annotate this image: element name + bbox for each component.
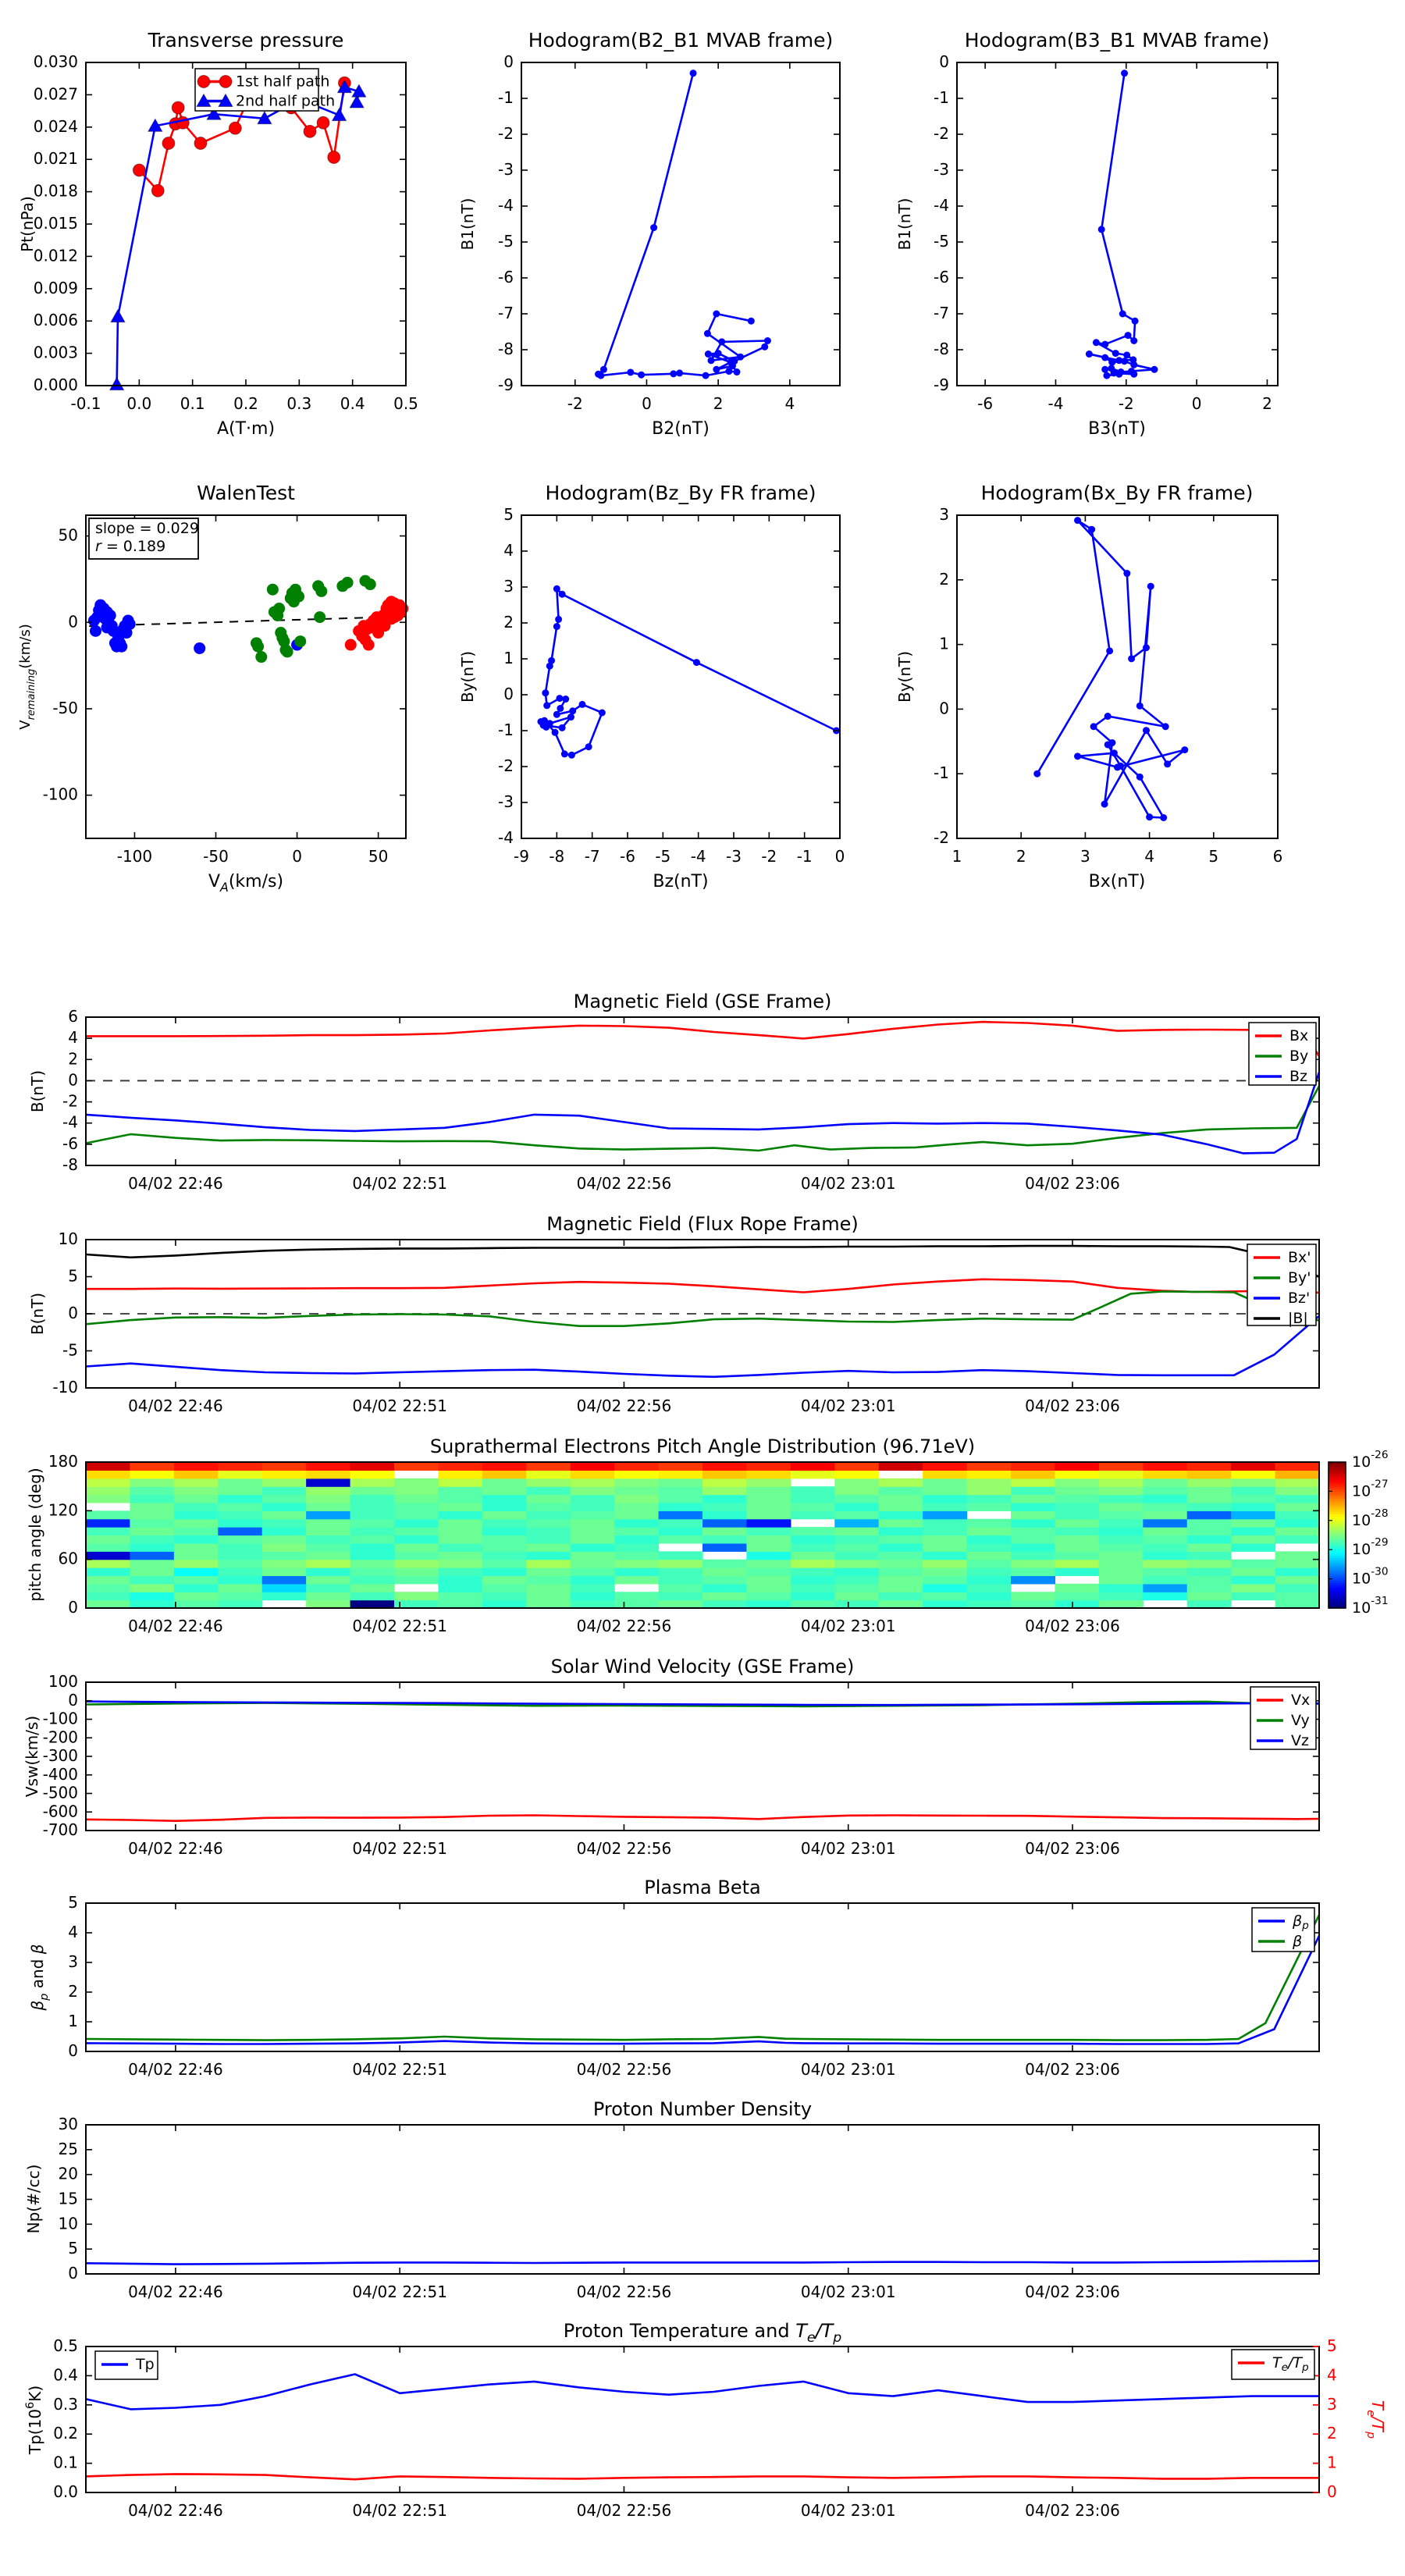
x-tick-label: 04/02 23:01 <box>800 1174 896 1193</box>
y-tick-label: 4 <box>68 1922 78 1941</box>
legend-label: Bz' <box>1288 1289 1311 1307</box>
series-Bx' <box>86 1279 1319 1293</box>
panel-magnetic-field-fr <box>28 1213 1319 1415</box>
x-tick-label: -5 <box>655 847 671 866</box>
legend <box>1249 1023 1316 1085</box>
x-tick-label: 0.5 <box>393 394 418 413</box>
x-tick-label: 04/02 22:51 <box>352 2282 448 2301</box>
legend-label: Bx' <box>1288 1248 1311 1266</box>
series-Np <box>86 2261 1319 2264</box>
y-axis-label: B(nT) <box>28 1292 47 1336</box>
y-tick-label: -3 <box>498 792 514 811</box>
x-tick-label: 04/02 23:01 <box>800 2501 896 2520</box>
x-tick-label: 04/02 22:56 <box>576 2282 672 2301</box>
y-tick-label: 0.2 <box>53 2423 78 2443</box>
x-tick-label: -7 <box>584 847 600 866</box>
heatmap-grid <box>86 1462 1320 1609</box>
legend-label: $\beta_p$ <box>1293 1912 1309 1932</box>
y-tick-label: 0.021 <box>33 148 78 168</box>
legend-label: 2nd half path <box>236 92 336 109</box>
y-tick-label: -50 <box>52 698 78 717</box>
x-tick-label: -4 <box>1048 394 1064 413</box>
series-outbound <box>345 596 409 650</box>
x-tick-label: 04/02 23:01 <box>800 2282 896 2301</box>
x-axis-label: B2(nT) <box>652 419 710 439</box>
series-Bx <box>86 1022 1319 1056</box>
x-axis-label: Bz(nT) <box>653 872 709 891</box>
y-tick-label: 0 <box>503 52 514 71</box>
x-tick-label: 04/02 23:01 <box>800 2060 896 2079</box>
x-tick-label: -2 <box>1118 394 1134 413</box>
x-tick-label: 5 <box>1208 847 1219 866</box>
right-tick-label: 5 <box>1327 2336 1337 2355</box>
y-axis-label: By(nT) <box>458 650 477 703</box>
y-tick-label: -2 <box>498 756 514 775</box>
x-tick-label: 04/02 23:06 <box>1025 1839 1120 1858</box>
x-tick-label: 04/02 22:56 <box>576 1617 672 1635</box>
x-tick-label: 04/02 23:06 <box>1025 1174 1120 1193</box>
x-tick-label: 04/02 22:46 <box>128 1174 223 1193</box>
series-B2_B1 <box>595 69 771 379</box>
x-tick-label: 04/02 22:56 <box>576 1839 672 1858</box>
y-tick-label: -4 <box>498 195 514 215</box>
x-tick-label: -3 <box>726 847 742 866</box>
y-tick-label: 10 <box>58 2213 78 2233</box>
y-tick-label: 5 <box>68 1892 78 1912</box>
x-tick-label: 04/02 22:46 <box>128 2060 223 2079</box>
x-tick-label: 1 <box>951 847 962 866</box>
series-|B| <box>86 1246 1319 1276</box>
y-axis-label: $Tp(10^6K)$ <box>24 2385 44 2455</box>
x-tick-label: 4 <box>1144 847 1154 866</box>
panel-proton-temperature <box>24 2320 1387 2520</box>
x-tick-label: -9 <box>514 847 529 866</box>
x-tick-label: 04/02 22:56 <box>576 2060 672 2079</box>
right-tick-label: 2 <box>1327 2423 1337 2443</box>
colorbar-tick-label: $10^{-30}$ <box>1352 1565 1389 1588</box>
y-tick-label: 0.000 <box>33 375 78 394</box>
annotation-line: slope = 0.029 <box>95 520 199 537</box>
y-tick-label: -6 <box>498 267 514 286</box>
x-tick-label: 50 <box>368 847 389 866</box>
y-tick-label: 6 <box>68 1006 78 1026</box>
y-tick-label: -9 <box>498 375 514 394</box>
x-tick-label: 04/02 22:56 <box>576 2501 672 2520</box>
y-tick-label: 0 <box>939 52 949 71</box>
right-tick-label: 3 <box>1327 2394 1337 2414</box>
legend-label: Vy <box>1291 1711 1310 1729</box>
y-tick-label: -6 <box>934 267 949 286</box>
y-tick-label: 3 <box>68 1952 78 1971</box>
legend-label: By' <box>1288 1268 1311 1286</box>
y-tick-label: -1 <box>498 87 514 107</box>
y-tick-label: 0.4 <box>53 2364 78 2384</box>
axes-frame <box>86 2347 1319 2492</box>
panel-title: Solar Wind Velocity (GSE Frame) <box>550 1656 855 1678</box>
y-tick-label: 0.027 <box>33 84 78 103</box>
y-tick-label: -1 <box>934 763 949 782</box>
y-axis-label: B1(nT) <box>895 197 914 251</box>
y-tick-label: -7 <box>498 303 514 322</box>
y-axis-label: B1(nT) <box>458 197 477 251</box>
y-tick-label: 0 <box>68 2263 78 2282</box>
y-tick-label: 0.0 <box>53 2482 78 2501</box>
panel-title: Magnetic Field (Flux Rope Frame) <box>546 1213 859 1235</box>
panel-title: Plasma Beta <box>644 1877 761 1898</box>
y-tick-label: 3 <box>503 576 514 596</box>
x-tick-label: 0 <box>292 847 302 866</box>
right-tick-label: 4 <box>1327 2364 1337 2384</box>
y-tick-label: -4 <box>934 195 949 215</box>
panel-plasma-beta <box>28 1877 1319 2079</box>
y-axis-label: By(nT) <box>895 650 914 703</box>
x-tick-label: 0 <box>642 394 652 413</box>
y-tick-label: 0 <box>68 1069 78 1089</box>
legend-label: β <box>1293 1932 1303 1950</box>
y-axis-label: Pt(nPa) <box>18 196 37 252</box>
panel-title: Proton Number Density <box>592 2098 813 2120</box>
y-tick-label: -3 <box>934 159 949 179</box>
axes-frame <box>86 1017 1319 1165</box>
panel-title: Hodogram(B3_B1 MVAB frame) <box>964 29 1270 52</box>
y-axis-label: B(nT) <box>28 1069 47 1113</box>
x-tick-label: 3 <box>1080 847 1090 866</box>
y-tick-label: -10 <box>52 1377 78 1397</box>
y-tick-label: 5 <box>68 1266 78 1285</box>
y-tick-label: 0.003 <box>33 343 78 362</box>
y-tick-label: -200 <box>42 1727 78 1746</box>
x-tick-label: -0.1 <box>70 394 101 413</box>
y-axis-label: $\beta_p$ and β <box>28 1944 51 2011</box>
y-tick-label: 120 <box>48 1500 78 1519</box>
y-axis-label: Vsw(km/s) <box>23 1715 41 1798</box>
x-tick-label: 0 <box>834 847 845 866</box>
y-tick-label: -500 <box>42 1783 78 1802</box>
legend <box>1247 1244 1316 1327</box>
panel-title: WalenTest <box>197 482 295 504</box>
y-tick-label: -7 <box>934 303 949 322</box>
y-tick-label: -300 <box>42 1745 78 1765</box>
y-tick-label: -5 <box>934 231 949 251</box>
x-tick-label: -1 <box>796 847 813 866</box>
legend-label: |B| <box>1288 1309 1308 1327</box>
x-axis-label: A(T·m) <box>216 419 276 439</box>
x-tick-label: 0 <box>1191 394 1202 413</box>
legend-label: $T_e/T_p$ <box>1272 2354 1309 2374</box>
x-tick-label: 4 <box>784 394 795 413</box>
y-tick-label: -100 <box>42 1709 78 1727</box>
x-tick-label: 04/02 23:06 <box>1025 2501 1120 2520</box>
x-tick-label: -6 <box>620 847 635 866</box>
x-axis-label: Bx(nT) <box>1088 872 1146 891</box>
x-tick-label: 04/02 22:46 <box>128 2282 223 2301</box>
series-beta_p <box>86 1936 1319 2044</box>
legend-label: Tp <box>136 2355 155 2373</box>
y-tick-label: -6 <box>62 1133 78 1153</box>
y-tick-label: 2 <box>939 569 949 589</box>
x-axis-label: B3(nT) <box>1088 419 1146 439</box>
y-tick-label: -2 <box>498 123 514 143</box>
legend-label: Bx <box>1289 1026 1309 1044</box>
panel-electron-pad <box>26 1436 1389 1635</box>
y-tick-label: -700 <box>42 1820 78 1839</box>
y-tick-label: -2 <box>934 123 949 143</box>
y-tick-label: 30 <box>58 2114 78 2133</box>
annotation-line: r = 0.189 <box>95 538 166 555</box>
y-tick-label: 0.030 <box>33 52 78 71</box>
y-tick-label: 0 <box>939 698 949 717</box>
y-tick-label: -400 <box>42 1764 78 1784</box>
x-tick-label: 0.3 <box>286 394 312 413</box>
axes-frame <box>86 1903 1319 2051</box>
x-tick-label: 0.2 <box>233 394 258 413</box>
y-tick-label: 0 <box>68 1690 78 1710</box>
colorbar-tick-label: $10^{-29}$ <box>1352 1536 1389 1558</box>
panel-proton-density <box>24 2098 1319 2301</box>
x-tick-label: 2 <box>713 394 724 413</box>
y-tick-label: 0.018 <box>33 181 78 201</box>
panel-hodogram-bx-by <box>895 482 1282 891</box>
right-axis-label: $T_e/T_p$ <box>1364 2400 1387 2439</box>
x-tick-label: 04/02 23:06 <box>1025 2060 1120 2079</box>
x-tick-label: 04/02 22:56 <box>576 1397 672 1415</box>
legend-label: 1st half path <box>236 73 330 90</box>
x-tick-label: -100 <box>116 847 153 866</box>
panel-title: Hodogram(Bz_By FR frame) <box>545 482 816 504</box>
x-tick-label: 0.1 <box>180 394 205 413</box>
y-axis-label: $V_{remaining}(km/s)$ <box>17 624 37 730</box>
y-tick-label: 5 <box>68 2238 78 2258</box>
x-tick-label: 04/02 23:01 <box>800 1397 896 1415</box>
y-tick-label: -4 <box>498 827 514 847</box>
right-tick-label: 0 <box>1327 2482 1337 2501</box>
x-tick-label: -2 <box>567 394 583 413</box>
series-By <box>86 1086 1319 1151</box>
x-tick-label: 2 <box>1016 847 1026 866</box>
y-tick-label: -9 <box>934 375 949 394</box>
y-tick-label: 180 <box>48 1451 78 1471</box>
colorbar-tick-label: $10^{-26}$ <box>1352 1449 1389 1471</box>
y-tick-label: 0.3 <box>53 2394 78 2414</box>
x-tick-label: 04/02 23:01 <box>800 1617 896 1635</box>
panel-title: Magnetic Field (GSE Frame) <box>573 991 832 1012</box>
legend-label: Vz <box>1291 1731 1309 1749</box>
x-axis-label: $V_A(km/s)$ <box>208 872 284 895</box>
y-tick-label: 2 <box>68 1048 78 1068</box>
panel-title: Hodogram(Bx_By FR frame) <box>980 482 1254 504</box>
colorbar-tick-label: $10^{-27}$ <box>1352 1478 1389 1500</box>
x-tick-label: 2 <box>1262 394 1272 413</box>
panel-magnetic-field-gse <box>28 991 1319 1193</box>
right-tick-label: 1 <box>1327 2453 1337 2472</box>
y-tick-label: -600 <box>42 1801 78 1820</box>
y-tick-label: 1 <box>939 634 949 653</box>
y-tick-label: -4 <box>62 1112 78 1132</box>
y-tick-label: 60 <box>58 1549 78 1568</box>
series-Bz <box>86 1073 1319 1154</box>
series-Tp <box>86 2375 1319 2410</box>
x-tick-label: 0.0 <box>126 394 152 413</box>
x-tick-label: 04/02 23:06 <box>1025 1617 1120 1635</box>
y-tick-label: 5 <box>503 504 514 524</box>
y-tick-label: 20 <box>58 2164 78 2183</box>
legend <box>1252 1908 1314 1952</box>
x-tick-label: 04/02 22:46 <box>128 1617 223 1635</box>
panel-title: Hodogram(B2_B1 MVAB frame) <box>528 29 834 52</box>
series-Te/Tp <box>86 2474 1319 2479</box>
legend-label: By <box>1289 1047 1309 1065</box>
x-tick-label: 04/02 22:46 <box>128 1839 223 1858</box>
y-tick-label: 0 <box>68 2041 78 2060</box>
y-tick-label: -2 <box>934 827 949 847</box>
y-tick-label: 0.009 <box>33 278 78 297</box>
y-tick-label: -100 <box>42 785 78 804</box>
x-tick-label: -4 <box>690 847 706 866</box>
colorbar-tick-label: $10^{-31}$ <box>1352 1595 1389 1617</box>
y-tick-label: -5 <box>62 1340 78 1359</box>
y-tick-label: 10 <box>58 1229 78 1248</box>
panel-title: Proton Temperature and $T_e/T_p$ <box>563 2320 842 2346</box>
y-tick-label: 100 <box>48 1671 78 1691</box>
x-tick-label: 04/02 22:46 <box>128 1397 223 1415</box>
series-Vx <box>86 1816 1319 1821</box>
x-tick-label: 04/02 22:56 <box>576 1174 672 1193</box>
series-Bz' <box>86 1316 1319 1377</box>
panel-transverse-pressure <box>18 29 418 439</box>
y-tick-label: -8 <box>62 1155 78 1174</box>
x-tick-label: -8 <box>549 847 565 866</box>
y-tick-label: 0 <box>68 611 78 631</box>
x-tick-label: 04/02 23:06 <box>1025 2282 1120 2301</box>
y-tick-label: 0 <box>503 684 514 703</box>
x-tick-label: -6 <box>977 394 994 413</box>
axes-frame <box>957 62 1278 386</box>
x-tick-label: 04/02 22:51 <box>352 1174 448 1193</box>
legend-label: Bz <box>1289 1067 1308 1085</box>
x-tick-label: 0.4 <box>340 394 365 413</box>
x-tick-label: 04/02 22:46 <box>128 2501 223 2520</box>
series-B3_B1 <box>1086 69 1158 379</box>
axes-frame <box>521 62 840 386</box>
x-tick-label: 04/02 23:06 <box>1025 1397 1120 1415</box>
panel-title: Suprathermal Electrons Pitch Angle Distribution (96.71eV) <box>429 1436 976 1457</box>
y-tick-label: 1 <box>68 2011 78 2030</box>
legend <box>195 69 335 111</box>
axes-frame <box>86 2125 1319 2274</box>
legend-right <box>1232 2350 1314 2379</box>
legend-label: Vx <box>1291 1691 1311 1709</box>
panel-hodogram-b2-b1 <box>458 29 840 439</box>
axes-frame <box>521 515 840 838</box>
colorbar-tick-label: $10^{-28}$ <box>1352 1507 1389 1529</box>
y-axis-label: pitch angle (deg) <box>26 1468 44 1602</box>
y-tick-label: -3 <box>498 159 514 179</box>
panel-hodogram-b3-b1 <box>895 29 1278 439</box>
y-axis-label: Np(#/cc) <box>24 2164 43 2234</box>
legend <box>95 2351 158 2379</box>
y-tick-label: -8 <box>934 339 949 358</box>
y-tick-label: 0.024 <box>33 116 78 136</box>
x-tick-label: 04/02 22:51 <box>352 2501 448 2520</box>
y-tick-label: 4 <box>503 540 514 560</box>
series-Bx_By <box>1033 517 1188 821</box>
y-tick-label: 0.006 <box>33 310 78 329</box>
y-tick-label: 0 <box>68 1597 78 1617</box>
y-tick-label: 1 <box>503 648 514 667</box>
y-tick-label: 0 <box>68 1303 78 1322</box>
y-tick-label: -1 <box>498 720 514 739</box>
annotation-box <box>89 518 199 559</box>
legend <box>1250 1687 1316 1749</box>
y-tick-label: -5 <box>498 231 514 251</box>
y-tick-label: -2 <box>62 1091 78 1111</box>
y-tick-label: 25 <box>58 2139 78 2158</box>
y-tick-label: 0.1 <box>53 2453 78 2472</box>
panel-title: Transverse pressure <box>148 29 344 52</box>
x-tick-label: 04/02 22:51 <box>352 1397 448 1415</box>
y-tick-label: 0.015 <box>33 213 78 233</box>
y-tick-label: 4 <box>68 1027 78 1047</box>
x-tick-label: 04/02 22:51 <box>352 2060 448 2079</box>
y-tick-label: 15 <box>58 2189 78 2208</box>
y-tick-label: 2 <box>503 612 514 632</box>
x-tick-label: 6 <box>1272 847 1283 866</box>
series-beta <box>86 1915 1319 2040</box>
y-tick-label: 0.5 <box>53 2336 78 2355</box>
y-tick-label: 0.012 <box>33 245 78 265</box>
y-tick-label: -1 <box>934 87 949 107</box>
x-tick-label: 04/02 22:51 <box>352 1617 448 1635</box>
axes-frame <box>86 515 406 838</box>
y-tick-label: 2 <box>68 1981 78 2001</box>
panel-walen-test <box>17 482 408 895</box>
y-tick-label: 50 <box>58 525 78 545</box>
x-tick-label: -2 <box>761 847 777 866</box>
y-tick-label: 3 <box>939 504 949 524</box>
x-tick-label: 04/02 22:51 <box>352 1839 448 1858</box>
series-Bz_By <box>537 585 840 759</box>
panel-hodogram-bz-by <box>458 482 845 891</box>
x-tick-label: -50 <box>203 847 229 866</box>
series-By' <box>86 1289 1319 1326</box>
y-tick-label: -8 <box>498 339 514 358</box>
x-tick-label: 04/02 23:01 <box>800 1839 896 1858</box>
colorbar <box>1329 1449 1389 1617</box>
panel-solar-wind-velocity <box>23 1656 1319 1858</box>
